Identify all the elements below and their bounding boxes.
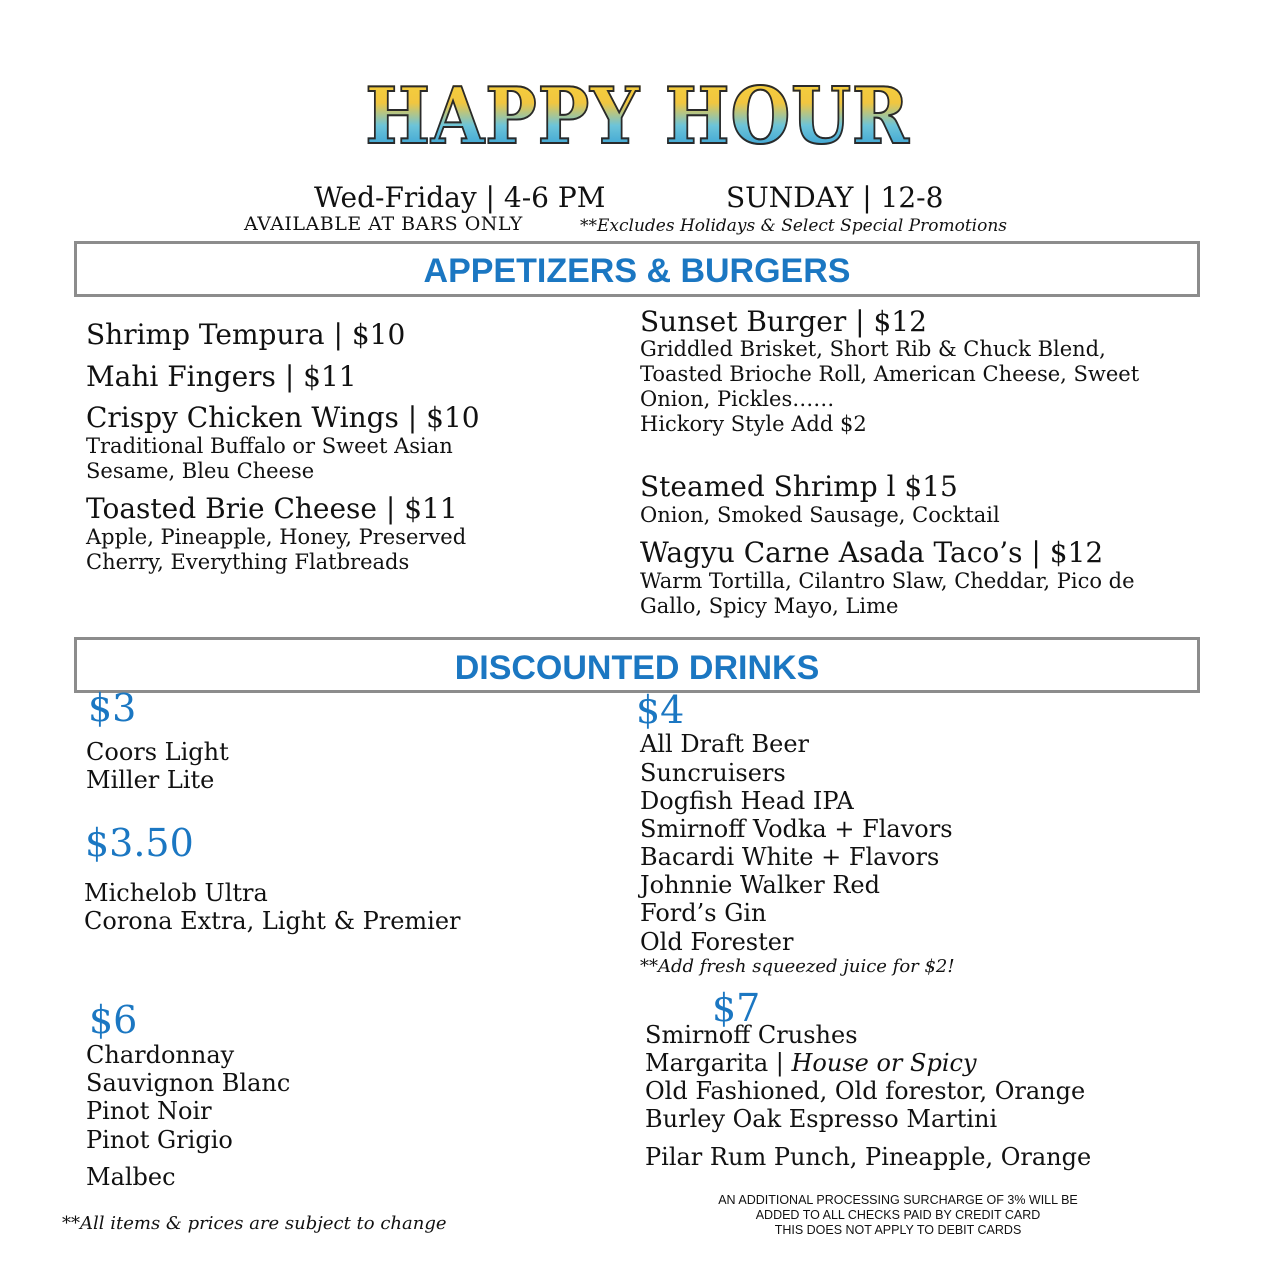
price-heading: $6	[89, 998, 138, 1042]
drink-item: Smirnoff Crushes	[645, 1021, 858, 1049]
drink-item: Bacardi White + Flavors	[640, 843, 940, 871]
drink-item: Smirnoff Vodka + Flavors	[640, 815, 953, 843]
surcharge-line: THIS DOES NOT APPLY TO DEBIT CARDS	[774, 1223, 1022, 1237]
appetizers-banner	[74, 241, 1200, 297]
menu-item-title: Crispy Chicken Wings | $10	[86, 401, 480, 434]
menu-item-description: Griddled Brisket, Short Rib & Chuck Blend,	[640, 337, 1106, 361]
drink-item: Pinot Grigio	[86, 1126, 233, 1154]
drink-item: Miller Lite	[86, 766, 215, 794]
drink-item: Burley Oak Espresso Martini	[645, 1105, 998, 1133]
margarita-style: House or Spicy	[791, 1049, 977, 1077]
drink-item: Sauvignon Blanc	[86, 1069, 291, 1097]
drink-item: Margarita | House or Spicy	[645, 1049, 977, 1077]
drink-item: Ford’s Gin	[640, 899, 767, 927]
drink-item: Corona Extra, Light & Premier	[84, 907, 461, 935]
price-disclaimer: **All items & prices are subject to change	[62, 1213, 447, 1234]
menu-item-title: Wagyu Carne Asada Taco’s | $12	[640, 536, 1104, 569]
drinks-banner	[74, 637, 1200, 693]
hours-sunday: SUNDAY | 12-8	[726, 181, 944, 214]
drink-item: Old Fashioned, Old forestor, Orange	[645, 1077, 1086, 1105]
menu-item-description: Onion, Smoked Sausage, Cocktail	[640, 503, 1000, 527]
price-heading: $7	[712, 986, 761, 1030]
menu-item-title: Toasted Brie Cheese | $11	[86, 492, 458, 525]
drink-item: Pinot Noir	[86, 1097, 212, 1125]
hours-weekday: Wed-Friday | 4-6 PM	[314, 181, 606, 214]
price-heading: $3.50	[85, 821, 194, 865]
drink-item: Pilar Rum Punch, Pineapple, Orange	[645, 1143, 1092, 1171]
menu-item-description: Gallo, Spicy Mayo, Lime	[640, 594, 899, 618]
surcharge-line: ADDED TO ALL CHECKS PAID BY CREDIT CARD	[755, 1208, 1041, 1222]
menu-item-title: Mahi Fingers | $11	[86, 360, 357, 393]
menu-item-description: Sesame, Bleu Cheese	[86, 459, 315, 483]
menu-item-description: Cherry, Everything Flatbreads	[86, 550, 410, 574]
drink-item: Dogfish Head IPA	[640, 787, 854, 815]
drink-item: Michelob Ultra	[84, 879, 268, 907]
price-heading: $3	[88, 686, 137, 730]
drink-item: Coors Light	[86, 738, 229, 766]
menu-item-description: Hickory Style Add $2	[640, 412, 867, 436]
drink-item: Suncruisers	[640, 759, 786, 787]
menu-item-title: Steamed Shrimp l $15	[640, 470, 958, 503]
drink-item: Johnnie Walker Red	[640, 871, 880, 899]
menu-item-description: Traditional Buffalo or Sweet Asian	[86, 434, 453, 458]
menu-item-title: Sunset Burger | $12	[640, 305, 927, 338]
menu-item-description: Apple, Pineapple, Honey, Preserved	[86, 525, 467, 549]
drinks-heading: DISCOUNTED DRINKS	[454, 649, 820, 687]
juice-note: **Add fresh squeezed juice for $2!	[640, 956, 955, 977]
menu-item-title: Shrimp Tempura | $10	[86, 318, 406, 351]
price-heading: $4	[636, 688, 685, 732]
drink-item: Old Forester	[640, 928, 794, 956]
appetizers-heading: APPETIZERS & BURGERS	[423, 252, 851, 290]
surcharge-notice	[648, 1193, 1148, 1238]
exclusion-note: **Excludes Holidays & Select Special Promotions	[580, 216, 1008, 236]
menu-item-description: Onion, Pickles……	[640, 387, 835, 411]
availability-note: AVAILABLE AT BARS ONLY	[244, 213, 523, 235]
drink-item: Malbec	[86, 1163, 176, 1191]
menu-item-description: Toasted Brioche Roll, American Cheese, Sweet	[640, 362, 1140, 386]
page-title: HAPPY HOUR	[365, 71, 910, 162]
surcharge-line: AN ADDITIONAL PROCESSING SURCHARGE OF 3% WILL BE	[718, 1193, 1078, 1207]
drink-item: Chardonnay	[86, 1041, 235, 1069]
menu-item-description: Warm Tortilla, Cilantro Slaw, Cheddar, Pico de	[640, 569, 1135, 593]
drink-item: All Draft Beer	[640, 730, 810, 758]
